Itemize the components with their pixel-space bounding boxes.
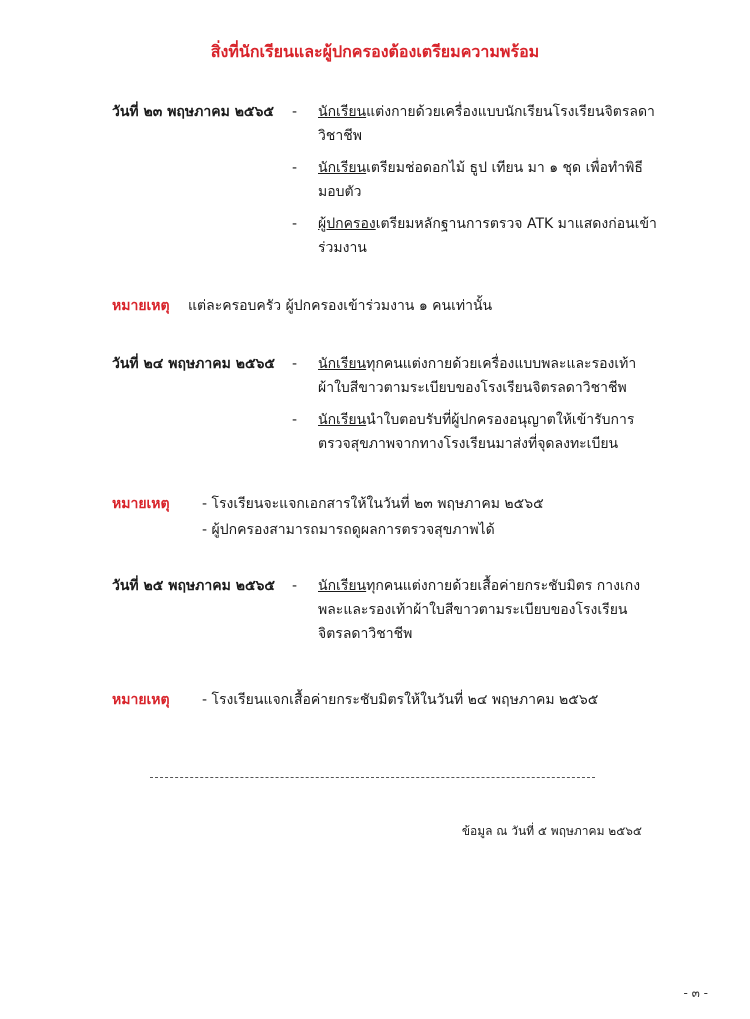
list-item bbox=[292, 574, 657, 646]
list-item bbox=[292, 352, 657, 400]
item-subject: นักเรียน bbox=[318, 104, 367, 120]
note-list bbox=[202, 492, 544, 544]
item-text: ทุกคนแต่งกายด้วยเครื่องแบบพละและรองเท้าผ้าใบสีขาวตามระเบียบของโรงเรียนจิตรลดาวิชาชีพ bbox=[318, 356, 637, 396]
day-date: วันที่ ๒๓ พฤษภาคม ๒๕๖๕ bbox=[112, 104, 275, 120]
note-label: หมายเหตุ bbox=[112, 692, 170, 708]
item-text: แต่งกายด้วยเครื่องแบบนักเรียนโรงเรียนจิตรลดาวิชาชีพ bbox=[318, 104, 655, 144]
note-line: - โรงเรียนแจกเสื้อค่ายกระชับมิตรให้ในวันที่ ๒๔ พฤษภาคม ๒๕๖๕ bbox=[202, 692, 599, 708]
page-number: - ๓ - bbox=[683, 986, 708, 1000]
day-date: วันที่ ๒๔ พฤษภาคม ๒๕๖๕ bbox=[112, 356, 276, 372]
page-title: สิ่งที่นักเรียนและผู้ปกครองต้องเตรียมความพร้อม bbox=[210, 42, 540, 61]
item-dash: - bbox=[292, 578, 298, 594]
note-line: - โรงเรียนจะแจกเอกสารให้ในวันที่ ๒๓ พฤษภาคม ๒๕๖๕ bbox=[202, 496, 544, 512]
item-subject: ผู้ปกครอง bbox=[318, 216, 376, 232]
note-line: - ผู้ปกครองสามารถมารถดูผลการตรวจสุขภาพได้ bbox=[202, 522, 495, 538]
list-item bbox=[292, 156, 657, 204]
day-date: วันที่ ๒๕ พฤษภาคม ๒๕๖๕ bbox=[112, 578, 276, 594]
list-item bbox=[292, 100, 657, 148]
day-items bbox=[292, 100, 657, 268]
list-item bbox=[292, 212, 657, 260]
item-subject: นักเรียน bbox=[318, 160, 367, 176]
item-subject: นักเรียน bbox=[318, 578, 367, 594]
day-items bbox=[292, 352, 657, 464]
note-label: หมายเหตุ bbox=[112, 298, 170, 314]
dashed-divider bbox=[150, 777, 595, 778]
item-subject: นักเรียน bbox=[318, 412, 367, 428]
item-text: ทุกคนแต่งกายด้วยเสื้อค่ายกระชับมิตร กางเกงพละและรองเท้าผ้าใบสีขาวตามระเบียบของโรงเรียนจิตรลดาวิชาชีพ bbox=[318, 578, 641, 642]
day-items bbox=[292, 574, 657, 654]
item-dash: - bbox=[292, 104, 298, 120]
note-list bbox=[202, 688, 598, 714]
item-dash: - bbox=[292, 356, 298, 372]
item-text: เตรียมช่อดอกไม้ ธูป เทียน มา ๑ ชุด เพื่อทำพิธีมอบตัว bbox=[318, 160, 643, 200]
item-dash: - bbox=[292, 216, 298, 232]
note-text: แต่ละครอบครัว ผู้ปกครองเข้าร่วมงาน ๑ คนเท่านั้น bbox=[188, 298, 493, 314]
note-label: หมายเหตุ bbox=[112, 496, 170, 512]
list-item bbox=[292, 408, 657, 456]
item-subject: นักเรียน bbox=[318, 356, 367, 372]
item-text: เตรียมหลักฐานการตรวจ ATK มาแสดงก่อนเข้าร่วมงาน bbox=[318, 216, 657, 256]
item-dash: - bbox=[292, 412, 298, 428]
item-text: นำใบตอบรับที่ผู้ปกครองอนุญาตให้เข้ารับการตรวจสุขภาพจากทางโรงเรียนมาส่งที่จุดลงทะเบียน bbox=[318, 412, 635, 452]
item-dash: - bbox=[292, 160, 298, 176]
source-note: ข้อมูล ณ วันที่ ๕ พฤษภาคม ๒๕๖๕ bbox=[461, 824, 642, 838]
